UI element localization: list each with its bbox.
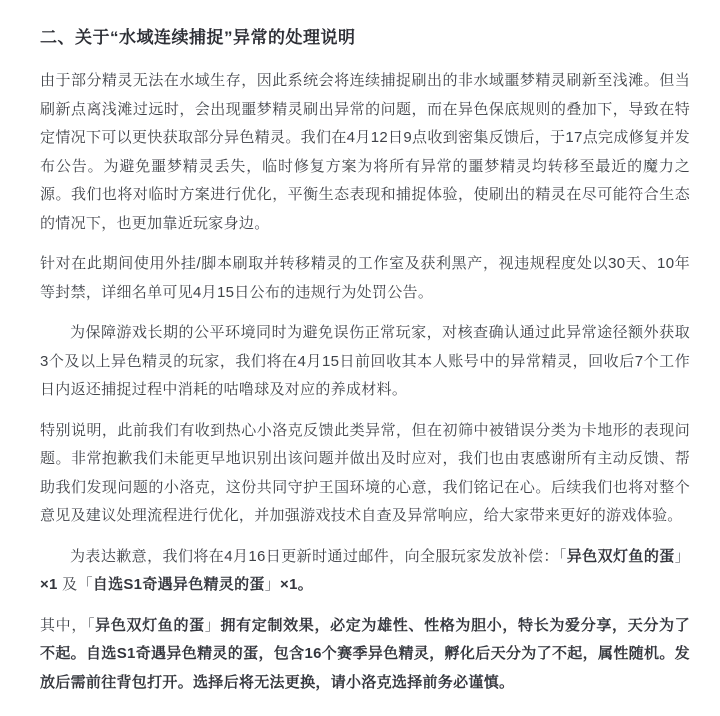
text-segment: 」 xyxy=(674,547,690,565)
paragraph-compensation xyxy=(40,543,690,600)
text-segment-bold: 异色双灯鱼的蛋 xyxy=(95,616,205,634)
section-heading: 二、关于“水域连续捕捉”异常的处理说明 xyxy=(40,28,356,47)
text-segment: 特别说明，此前我们有收到热心小洛克反馈此类异常，但在初筛中被错误分类为卡地形的表现问题。非常抱歉我们未能更早地识别出该问题并做出及时应对，我们也由衷感谢所有主动反馈、帮助我们发现问题的小洛克，这份共同守护王国环境的心意，我们铭记在心。后续我们也将对整个意见及建议处理流程进行优化，并加强游戏技术自查及异常响应，给大家带来更好的游戏体验。 xyxy=(40,421,690,524)
text-segment: 为保障游戏长期的公平环境同时为避免误伤正常玩家，对核查确认通过此异常途径额外获取3个及以上异色精灵的玩家，我们将在4月15日前回收其本人账号中的异常精灵，回收后7个工作日内返还捕捉过程中消耗的咕噜球及对应的养成材料。 xyxy=(40,324,690,398)
paragraph-egg-details xyxy=(40,612,690,698)
text-segment-bold: 自选S1奇遇异色精灵的蛋 xyxy=(92,576,265,593)
text-segment: 」 xyxy=(204,616,221,634)
text-segment-bold: 异色双灯鱼的蛋 xyxy=(566,547,675,565)
paragraph-capture-anomaly-intro xyxy=(40,67,690,238)
text-segment-bold: 拥有定制效果，必定为雄性、性格为胆小，特长为爱分享，天分为了不起。自选S1奇遇异色精灵的蛋，包含16个赛季异色精灵，孵化后天分为了不起，属性随机。发放后需前往背包打开。选择后将无法更换，请小洛克选择前务必谨慎。 xyxy=(40,616,690,691)
text-segment: 为表达歉意，我们将在4月16日更新时通过邮件，向全服玩家发放补偿：「 xyxy=(70,547,567,565)
text-segment-bold: ×1。 xyxy=(280,576,314,593)
text-segment: 其中，「 xyxy=(40,616,96,634)
text-segment-bold: ×1 xyxy=(40,576,58,593)
paragraph-recall-policy xyxy=(40,319,690,405)
text-segment: 及「 xyxy=(57,576,93,593)
text-segment: 」 xyxy=(264,576,281,593)
paragraph-apology-note xyxy=(40,417,690,531)
paragraph-cheater-bans xyxy=(40,250,690,307)
text-segment: 针对在此期间使用外挂/脚本刷取并转移精灵的工作室及获利黑产，视违规程度处以30天、10年等封禁，详细名单可见4月15日公布的违规行为处罚公告。 xyxy=(40,255,690,301)
text-segment: 由于部分精灵无法在水域生存，因此系统会将连续捕捉刷出的非水域噩梦精灵刷新至浅滩。但当刷新点离浅滩过远时，会出现噩梦精灵刷出异常的问题，而在异色保底规则的叠加下，导致在特定情况下可以更快获取部分异色精灵。我们在4月12日9点收到密集反馈后，于17点完成修复并发布公告。为避免噩梦精灵丢失，临时修复方案为将所有异常的噩梦精灵均转移至最近的魔力之源。我们也将对临时方案进行优化，平衡生态表现和捕捉体验，使刷出的精灵在尽可能符合生态的情况下，也更加靠近玩家身边。 xyxy=(40,72,690,232)
